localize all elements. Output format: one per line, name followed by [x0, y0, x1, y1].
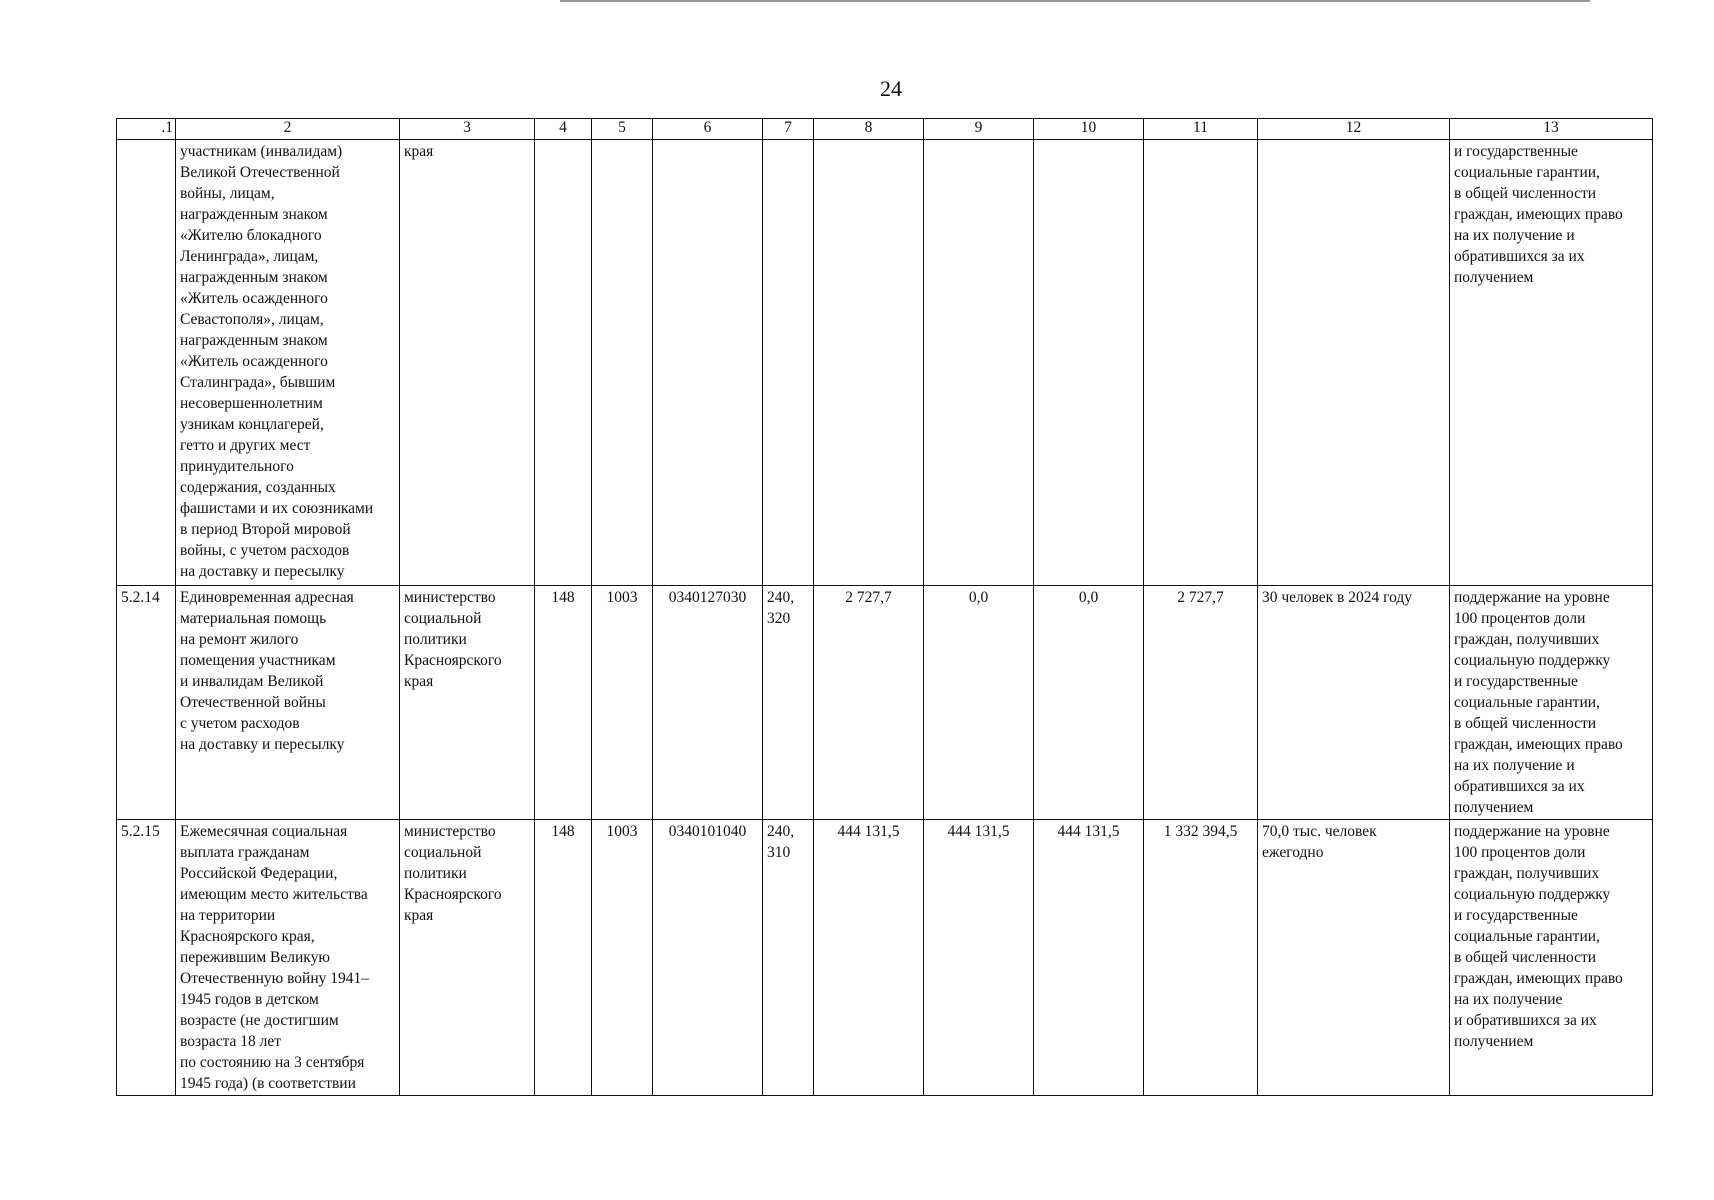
column-header: 10 — [1034, 119, 1144, 140]
activity-name-cell: Единовременная адресная материальная помощь на ремонт жилого помещения участникам и инвалидам Великой Отечественной войны с учетом расходов на доставку и пересылку — [176, 586, 400, 820]
column-header: 6 — [653, 119, 763, 140]
scan-top-edge-line — [560, 0, 1590, 2]
amount-total-cell: 2 727,7 — [1144, 586, 1258, 820]
table-row — [117, 820, 1653, 1096]
grbs-code-cell — [535, 140, 592, 586]
expected-result-cell: 30 человек в 2024 году — [1258, 586, 1450, 820]
row-number-cell: 5.2.14 — [117, 586, 176, 820]
column-header: 9 — [924, 119, 1034, 140]
column-header: 2 — [176, 119, 400, 140]
column-header: 4 — [535, 119, 592, 140]
responsible-executor-cell: края — [400, 140, 535, 586]
amount-year-1-cell: 444 131,5 — [814, 820, 924, 1096]
column-header: 12 — [1258, 119, 1450, 140]
grbs-code-cell: 148 — [535, 820, 592, 1096]
amount-year-2-cell: 0,0 — [924, 586, 1034, 820]
program-activities-table — [116, 118, 1653, 1096]
responsible-executor-cell: министерство социальной политики Красноярского края — [400, 820, 535, 1096]
amount-year-1-cell — [814, 140, 924, 586]
table-row — [117, 140, 1653, 586]
amount-year-3-cell: 444 131,5 — [1034, 820, 1144, 1096]
amount-year-3-cell — [1034, 140, 1144, 586]
indicator-cell: поддержание на уровне 100 процентов доли граждан, получивших социальную поддержку и государственные социальные гарантии, в общей численности граждан, имеющих право на их получение и обратившихся за их получением — [1450, 586, 1653, 820]
column-header: 7 — [763, 119, 814, 140]
section-code-cell: 1003 — [592, 820, 653, 1096]
amount-total-cell — [1144, 140, 1258, 586]
expense-type-cell: 240, 310 — [763, 820, 814, 1096]
expected-result-cell — [1258, 140, 1450, 586]
activity-name-cell: Ежемесячная социальная выплата гражданам Российской Федерации, имеющим место жительства на территории Красноярского края, пережившим Великую Отечественную войну 1941– 1945 годов в детском возрасте (не достигшим возраста 18 лет по состоянию на 3 сентября 1945 года) (в соответствии — [176, 820, 400, 1096]
activity-name-cell: участникам (инвалидам) Великой Отечественной войны, лицам, награжденным знаком «Жителю блокадного Ленинграда», лицам, награжденным знаком «Житель осажденного Севастополя», лицам, награжденным знаком «Житель осажденного Сталинграда», бывшим несовершеннолетним узникам концлагерей, гетто и других мест принудительного содержания, созданных фашистами и их союзниками в период Второй мировой войны, с учетом расходов на доставку и пересылку — [176, 140, 400, 586]
amount-total-cell: 1 332 394,5 — [1144, 820, 1258, 1096]
indicator-cell: поддержание на уровне 100 процентов доли граждан, получивших социальную поддержку и государственные социальные гарантии, в общей численности граждан, имеющих право на их получение и обратившихся за их получением — [1450, 820, 1653, 1096]
expense-type-cell — [763, 140, 814, 586]
responsible-executor-cell: министерство социальной политики Красноярского края — [400, 586, 535, 820]
table-row — [117, 586, 1653, 820]
page-number: 24 — [880, 76, 902, 101]
column-header: 5 — [592, 119, 653, 140]
amount-year-1-cell: 2 727,7 — [814, 586, 924, 820]
target-article-cell: 0340101040 — [653, 820, 763, 1096]
column-header: 11 — [1144, 119, 1258, 140]
target-article-cell — [653, 140, 763, 586]
column-header: .1 — [117, 119, 176, 140]
row-number-cell — [117, 140, 176, 586]
target-article-cell: 0340127030 — [653, 586, 763, 820]
amount-year-3-cell: 0,0 — [1034, 586, 1144, 820]
indicator-cell: и государственные социальные гарантии, в общей численности граждан, имеющих право на их получение и обратившихся за их получением — [1450, 140, 1653, 586]
row-number-cell: 5.2.15 — [117, 820, 176, 1096]
amount-year-2-cell: 444 131,5 — [924, 820, 1034, 1096]
column-header: 8 — [814, 119, 924, 140]
section-code-cell: 1003 — [592, 586, 653, 820]
column-number-header-row — [117, 119, 1653, 140]
amount-year-2-cell — [924, 140, 1034, 586]
expense-type-cell: 240, 320 — [763, 586, 814, 820]
section-code-cell — [592, 140, 653, 586]
column-header: 3 — [400, 119, 535, 140]
expected-result-cell: 70,0 тыс. человек ежегодно — [1258, 820, 1450, 1096]
column-header: 13 — [1450, 119, 1653, 140]
grbs-code-cell: 148 — [535, 586, 592, 820]
